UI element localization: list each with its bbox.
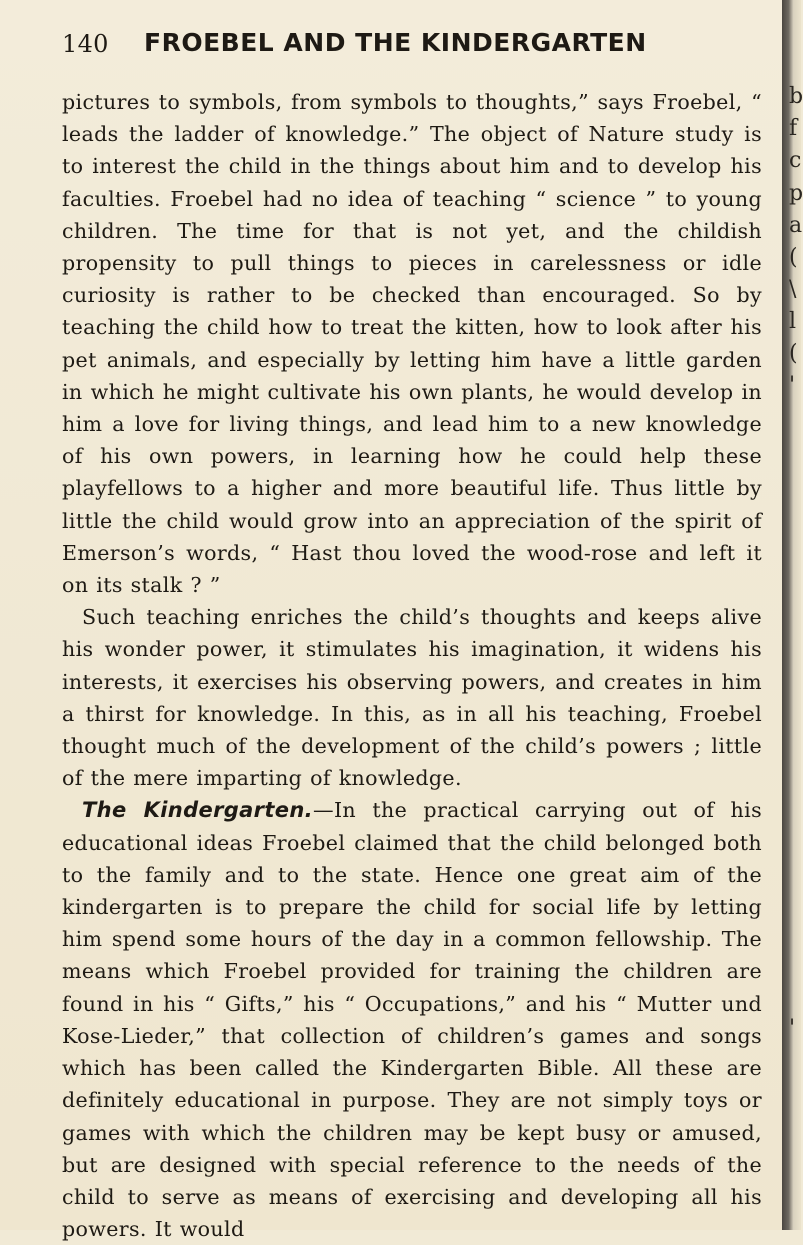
facing-page-fragment: ' (789, 373, 796, 398)
section-heading: The Kindergarten. (82, 798, 313, 823)
paragraph-with-sidehead (62, 794, 762, 1245)
facing-page-fragment: c (789, 148, 802, 173)
facing-page-fragment: b (789, 84, 803, 109)
facing-page-fragment: \ (789, 277, 797, 302)
page-number: 140 (62, 30, 109, 58)
paragraph-text: —In the practical carrying out of his educational ideas Froebel claimed that the child belonged both to the family and to the state. Hence one great aim of the kindergarten is to prepare the child for social life by letting him spend some hours of the day in a common fellowship. The means which Froebel provided for training the children are found in his “ Gifts,” his “ Occupations,” and his “ Mutter und Kose-Lieder,” that collection of children’s games and songs which has been called the Kindergarten Bible. All these are definitely educational in purpose. They are not simply toys or games with which the children may be kept busy or amused, but are designed with special reference to the needs of the child to serve as means of exercising and developing all his powers. It would (62, 798, 762, 1242)
facing-page-fragment: ' (789, 1016, 796, 1041)
facing-page-fragment: f (789, 116, 798, 141)
facing-page-fragment: ( (789, 245, 798, 270)
paragraph: Such teaching enriches the child’s thoughts and keeps alive his wonder power, it stimulates his imagination, it widens his interests, it exercises his observing powers, and creates in him a thirst for knowledge. In this, as in all his teaching, Froebel thought much of the development of the child’s powers ; little of the mere imparting of knowledge. (62, 605, 762, 791)
facing-page-fragment: l (789, 309, 797, 334)
facing-page-fragment: a (789, 213, 803, 238)
facing-page-edge (782, 0, 801, 1230)
facing-page-fragment: ( (789, 341, 798, 366)
page-header (62, 22, 762, 66)
running-title: FROEBEL AND THE KINDERGARTEN (144, 28, 647, 57)
facing-page-fragment: p (789, 181, 803, 206)
paragraph: pictures to symbols, from symbols to thoughts,” says Froebel, “ leads the ladder of knowledge.” The object of Nature study is to interest the child in the things about him and to develop his faculties. Froebel had no idea of teaching “ science ” to young children. The time for that is not yet, and the childish propensity to pull things to pieces in carelessness or idle curiosity is rather to be checked than encouraged. So by teaching the child how to treat the kitten, how to look after his pet animals, and especially by letting him have a little garden in which he might cultivate his own plants, he would develop in him a love for living things, and lead him to a new knowledge of his own powers, in learning how he could help these playfellows to a higher and more beautiful life. Thus little by little the child would grow into an appreciation of the spirit of Emerson’s words, “ Hast thou loved the wood-rose and left it on its stalk ? ” (62, 90, 762, 598)
body-text (62, 86, 762, 1245)
